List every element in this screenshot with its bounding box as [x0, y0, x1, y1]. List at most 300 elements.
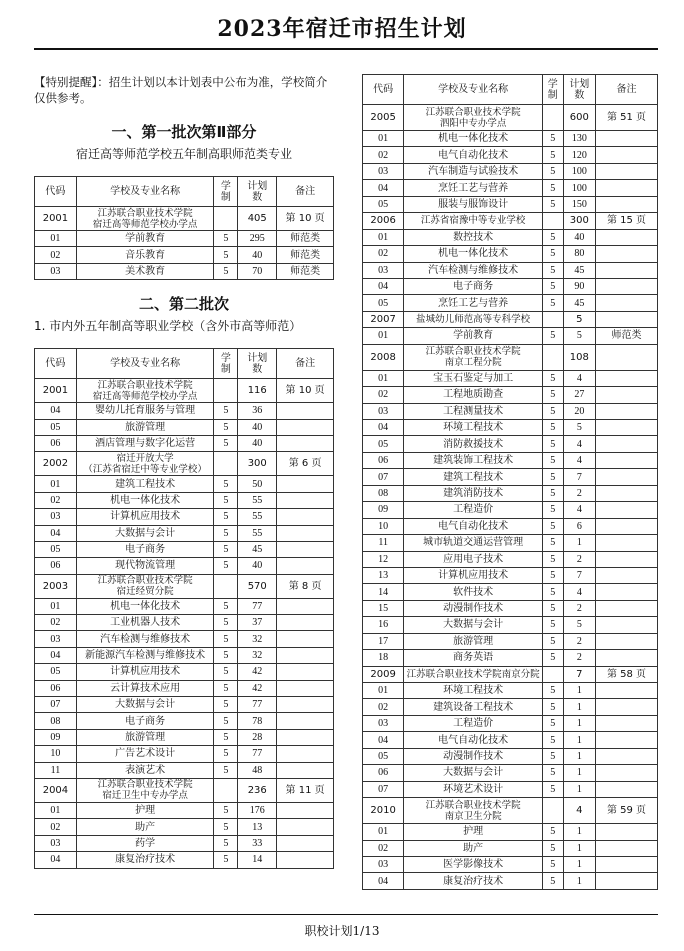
cell-years — [542, 798, 563, 824]
cell-code: 07 — [35, 697, 77, 713]
cell-plan: 40 — [238, 558, 277, 574]
cell-name: 汽车检测与维修技术 — [76, 631, 214, 647]
cell-plan: 40 — [238, 435, 277, 451]
cell-code: 2001 — [35, 207, 77, 231]
cell-name: 江苏联合职业技术学院 宿迁高等师范学校办学点 — [76, 207, 214, 231]
major-row — [35, 509, 334, 525]
cell-years: 5 — [542, 485, 563, 501]
cell-code: 01 — [363, 131, 404, 147]
cell-plan: 55 — [238, 492, 277, 508]
cell-plan: 2 — [563, 485, 595, 501]
cell-code: 02 — [35, 492, 77, 508]
major-row — [35, 852, 334, 868]
cell-code: 03 — [363, 262, 404, 278]
cell-plan: 6 — [563, 518, 595, 534]
cell-plan: 42 — [238, 664, 277, 680]
major-row — [35, 476, 334, 492]
cell-plan: 108 — [563, 344, 595, 370]
cell-plan: 33 — [238, 835, 277, 851]
school-row — [35, 207, 334, 231]
cell-name: 江苏联合职业技术学院南京分院 — [404, 666, 543, 682]
cell-plan: 116 — [238, 379, 277, 403]
cell-plan: 405 — [238, 207, 277, 231]
cell-name: 环境工程技术 — [404, 683, 543, 699]
cell-years: 5 — [542, 403, 563, 419]
cell-code: 10 — [363, 518, 404, 534]
cell-plan: 1 — [563, 856, 595, 872]
major-row — [35, 247, 334, 263]
school-row — [363, 798, 658, 824]
cell-name: 学前教育 — [404, 328, 543, 344]
cell-plan: 42 — [238, 680, 277, 696]
plan-table-1 — [34, 176, 334, 280]
cell-name: 江苏联合职业技术学院 宿迁卫生中专办学点 — [76, 778, 214, 802]
cell-remark — [596, 551, 658, 567]
cell-name: 大数据与会计 — [404, 765, 543, 781]
cell-name: 电子商务 — [76, 713, 214, 729]
plan-table-2 — [34, 348, 334, 868]
cell-code: 05 — [363, 295, 404, 311]
cell-code: 02 — [363, 387, 404, 403]
cell-code: 2003 — [35, 574, 77, 598]
major-row — [363, 229, 658, 245]
cell-name: 江苏联合职业技术学院 南京卫生分院 — [404, 798, 543, 824]
cell-code: 03 — [363, 715, 404, 731]
cell-remark — [277, 697, 334, 713]
cell-remark — [277, 476, 334, 492]
cell-remark — [596, 873, 658, 889]
cell-plan: 130 — [563, 131, 595, 147]
cell-name: 新能源汽车检测与维修技术 — [76, 647, 214, 663]
cell-name: 大数据与会计 — [76, 697, 214, 713]
cell-name: 旅游管理 — [404, 633, 543, 649]
cell-plan: 176 — [238, 802, 277, 818]
cell-remark — [277, 525, 334, 541]
page-footer: 职校计划1/13 — [304, 924, 380, 938]
cell-years — [542, 344, 563, 370]
cell-plan: 4 — [563, 370, 595, 386]
cell-plan: 7 — [563, 469, 595, 485]
cell-remark — [596, 180, 658, 196]
cell-plan: 150 — [563, 196, 595, 212]
cell-name: 电气自动化技术 — [404, 147, 543, 163]
cell-name: 城市轨道交通运营管理 — [404, 535, 543, 551]
cell-name: 云计算技术应用 — [76, 680, 214, 696]
cell-plan: 37 — [238, 615, 277, 631]
cell-plan: 77 — [238, 598, 277, 614]
cell-name: 电气自动化技术 — [404, 518, 543, 534]
header-remark: 备注 — [277, 349, 334, 379]
cell-years — [214, 574, 238, 598]
cell-remark — [596, 278, 658, 294]
cell-code: 04 — [35, 647, 77, 663]
cell-years — [214, 452, 238, 476]
header-plan: 计划 数 — [563, 75, 595, 105]
major-row — [35, 558, 334, 574]
cell-remark — [596, 840, 658, 856]
header-plan: 计划 数 — [238, 177, 277, 207]
cell-code: 2009 — [363, 666, 404, 682]
cell-plan: 48 — [238, 762, 277, 778]
cell-name: 机电一体化技术 — [76, 598, 214, 614]
major-row — [35, 541, 334, 557]
cell-years: 5 — [542, 781, 563, 797]
cell-code: 01 — [363, 328, 404, 344]
major-row — [35, 729, 334, 745]
cell-code: 05 — [363, 748, 404, 764]
cell-remark: 师范类 — [277, 247, 334, 263]
cell-name: 护理 — [76, 802, 214, 818]
cell-years: 5 — [214, 247, 238, 263]
major-row — [35, 598, 334, 614]
cell-plan: 50 — [238, 476, 277, 492]
cell-plan: 1 — [563, 748, 595, 764]
cell-years: 5 — [542, 856, 563, 872]
major-row — [35, 435, 334, 451]
cell-years: 5 — [214, 729, 238, 745]
cell-years: 5 — [542, 328, 563, 344]
cell-years: 5 — [214, 647, 238, 663]
cell-code: 02 — [35, 247, 77, 263]
cell-code: 06 — [35, 558, 77, 574]
cell-years — [542, 666, 563, 682]
cell-name: 旅游管理 — [76, 419, 214, 435]
cell-remark — [596, 518, 658, 534]
cell-name: 机电一体化技术 — [76, 492, 214, 508]
cell-remark: 第 58 页 — [596, 666, 658, 682]
page-title: 2023年宿迁市招生计划 — [217, 16, 467, 42]
cell-name: 江苏联合职业技术学院 南京工程分院 — [404, 344, 543, 370]
cell-remark — [596, 485, 658, 501]
cell-plan: 1 — [563, 535, 595, 551]
cell-code: 10 — [35, 746, 77, 762]
cell-code: 02 — [363, 147, 404, 163]
cell-name: 表演艺术 — [76, 762, 214, 778]
cell-name: 广告艺术设计 — [76, 746, 214, 762]
cell-code: 06 — [35, 435, 77, 451]
cell-remark — [277, 762, 334, 778]
cell-code: 09 — [363, 502, 404, 518]
cell-remark — [277, 541, 334, 557]
cell-years: 5 — [542, 518, 563, 534]
cell-remark — [596, 344, 658, 370]
cell-remark: 师范类 — [596, 328, 658, 344]
cell-remark: 第 8 页 — [277, 574, 334, 598]
cell-years: 5 — [542, 387, 563, 403]
cell-years — [542, 105, 563, 131]
cell-code: 04 — [363, 278, 404, 294]
cell-years: 5 — [214, 403, 238, 419]
cell-remark — [596, 196, 658, 212]
major-row — [363, 873, 658, 889]
cell-name: 学前教育 — [76, 231, 214, 247]
major-row — [35, 713, 334, 729]
header-years: 学 制 — [542, 75, 563, 105]
major-row — [363, 370, 658, 386]
cell-code: 08 — [363, 485, 404, 501]
cell-remark: 第 51 页 — [596, 105, 658, 131]
cell-code: 03 — [363, 163, 404, 179]
cell-years: 5 — [214, 631, 238, 647]
cell-remark: 第 59 页 — [596, 798, 658, 824]
major-row — [363, 518, 658, 534]
cell-years: 5 — [214, 476, 238, 492]
cell-plan: 77 — [238, 697, 277, 713]
cell-code: 13 — [363, 567, 404, 583]
cell-code: 05 — [363, 196, 404, 212]
cell-remark — [596, 567, 658, 583]
cell-remark — [277, 680, 334, 696]
cell-name: 康复治疗技术 — [76, 852, 214, 868]
cell-remark — [277, 598, 334, 614]
right-column — [362, 74, 658, 890]
major-row — [363, 403, 658, 419]
school-row — [35, 452, 334, 476]
cell-name: 计算机应用技术 — [76, 664, 214, 680]
cell-name: 大数据与会计 — [404, 617, 543, 633]
cell-remark — [277, 664, 334, 680]
cell-code: 06 — [35, 680, 77, 696]
major-row — [35, 802, 334, 818]
cell-plan: 2 — [563, 600, 595, 616]
cell-code: 14 — [363, 584, 404, 600]
cell-remark — [277, 835, 334, 851]
header-plan: 计划 数 — [238, 349, 277, 379]
header-code: 代码 — [35, 349, 77, 379]
cell-name: 护理 — [404, 824, 543, 840]
major-row — [363, 715, 658, 731]
cell-remark: 师范类 — [277, 263, 334, 279]
cell-code: 03 — [363, 403, 404, 419]
cell-name: 机电一体化技术 — [404, 131, 543, 147]
header-code: 代码 — [35, 177, 77, 207]
cell-code: 18 — [363, 650, 404, 666]
header-remark: 备注 — [277, 177, 334, 207]
cell-remark — [277, 802, 334, 818]
cell-years: 5 — [542, 765, 563, 781]
cell-plan: 4 — [563, 452, 595, 468]
cell-years — [214, 778, 238, 802]
cell-plan: 32 — [238, 631, 277, 647]
cell-years: 5 — [214, 525, 238, 541]
cell-code: 17 — [363, 633, 404, 649]
cell-plan: 1 — [563, 873, 595, 889]
left-column — [34, 74, 334, 869]
cell-remark — [596, 262, 658, 278]
title-rule — [34, 48, 658, 50]
cell-name: 旅游管理 — [76, 729, 214, 745]
header-name: 学校及专业名称 — [76, 349, 214, 379]
cell-name: 大数据与会计 — [76, 525, 214, 541]
cell-code: 09 — [35, 729, 77, 745]
cell-remark — [277, 403, 334, 419]
cell-name: 建筑消防技术 — [404, 485, 543, 501]
cell-remark — [596, 633, 658, 649]
cell-code: 2008 — [363, 344, 404, 370]
cell-remark: 第 6 页 — [277, 452, 334, 476]
major-row — [363, 246, 658, 262]
footer-rule — [34, 914, 658, 915]
cell-code: 01 — [363, 370, 404, 386]
major-row — [363, 781, 658, 797]
major-row — [363, 617, 658, 633]
major-row — [363, 748, 658, 764]
cell-code: 01 — [35, 476, 77, 492]
major-row — [363, 502, 658, 518]
cell-code: 02 — [363, 246, 404, 262]
cell-name: 婴幼儿托育服务与管理 — [76, 403, 214, 419]
major-row — [35, 631, 334, 647]
cell-years: 5 — [214, 558, 238, 574]
cell-code: 01 — [363, 229, 404, 245]
cell-plan: 1 — [563, 732, 595, 748]
cell-years: 5 — [542, 131, 563, 147]
cell-years: 5 — [542, 370, 563, 386]
cell-remark — [596, 387, 658, 403]
cell-remark: 第 15 页 — [596, 213, 658, 229]
cell-plan: 1 — [563, 781, 595, 797]
cell-remark — [596, 715, 658, 731]
cell-code: 2006 — [363, 213, 404, 229]
cell-remark — [596, 403, 658, 419]
cell-code: 07 — [363, 469, 404, 485]
cell-plan: 36 — [238, 403, 277, 419]
cell-remark — [277, 631, 334, 647]
cell-plan: 32 — [238, 647, 277, 663]
cell-plan: 70 — [238, 263, 277, 279]
cell-name: 酒店管理与数字化运营 — [76, 435, 214, 451]
cell-years: 5 — [542, 262, 563, 278]
cell-name: 助产 — [404, 840, 543, 856]
cell-years: 5 — [542, 840, 563, 856]
cell-code: 2010 — [363, 798, 404, 824]
cell-remark — [596, 748, 658, 764]
cell-years: 5 — [542, 600, 563, 616]
cell-name: 助产 — [76, 819, 214, 835]
cell-years: 5 — [542, 436, 563, 452]
cell-name: 消防救援技术 — [404, 436, 543, 452]
cell-years: 5 — [542, 732, 563, 748]
cell-name: 动漫制作技术 — [404, 748, 543, 764]
cell-code: 12 — [363, 551, 404, 567]
cell-code: 07 — [363, 781, 404, 797]
cell-code: 2001 — [35, 379, 77, 403]
cell-remark — [596, 824, 658, 840]
header-name: 学校及专业名称 — [76, 177, 214, 207]
cell-years: 5 — [542, 650, 563, 666]
cell-code: 08 — [35, 713, 77, 729]
cell-plan: 300 — [238, 452, 277, 476]
cell-name: 宿迁开放大学 （江苏省宿迁中等专业学校） — [76, 452, 214, 476]
major-row — [363, 278, 658, 294]
cell-name: 建筑装饰工程技术 — [404, 452, 543, 468]
major-row — [35, 647, 334, 663]
cell-years: 5 — [214, 541, 238, 557]
cell-plan: 100 — [563, 163, 595, 179]
cell-years: 5 — [542, 699, 563, 715]
cell-plan: 20 — [563, 403, 595, 419]
school-row — [363, 344, 658, 370]
cell-years: 5 — [542, 452, 563, 468]
cell-code: 05 — [363, 436, 404, 452]
school-row — [363, 105, 658, 131]
cell-code: 16 — [363, 617, 404, 633]
major-row — [35, 492, 334, 508]
cell-years: 5 — [542, 683, 563, 699]
cell-plan: 570 — [238, 574, 277, 598]
cell-name: 计算机应用技术 — [76, 509, 214, 525]
header-years: 学 制 — [214, 177, 238, 207]
cell-plan: 1 — [563, 699, 595, 715]
cell-name: 动漫制作技术 — [404, 600, 543, 616]
major-row — [35, 615, 334, 631]
school-row — [363, 213, 658, 229]
cell-years: 5 — [542, 715, 563, 731]
cell-code: 01 — [35, 598, 77, 614]
cell-remark — [596, 617, 658, 633]
cell-years: 5 — [214, 664, 238, 680]
cell-remark — [277, 492, 334, 508]
cell-years: 5 — [214, 231, 238, 247]
cell-years: 5 — [542, 567, 563, 583]
major-row — [35, 419, 334, 435]
header-code: 代码 — [363, 75, 404, 105]
cell-years: 5 — [214, 819, 238, 835]
major-row — [35, 680, 334, 696]
cell-years: 5 — [542, 502, 563, 518]
header-years: 学 制 — [214, 349, 238, 379]
cell-code: 04 — [363, 420, 404, 436]
cell-years: 5 — [214, 263, 238, 279]
major-row — [363, 567, 658, 583]
major-row — [363, 683, 658, 699]
cell-remark — [596, 650, 658, 666]
cell-name: 江苏联合职业技术学院 泗阳中专办学点 — [404, 105, 543, 131]
cell-remark — [596, 229, 658, 245]
cell-remark — [596, 732, 658, 748]
cell-remark — [596, 311, 658, 327]
cell-remark — [596, 163, 658, 179]
cell-years: 5 — [542, 229, 563, 245]
cell-plan: 13 — [238, 819, 277, 835]
cell-remark — [277, 615, 334, 631]
cell-plan: 45 — [563, 262, 595, 278]
cell-name: 药学 — [76, 835, 214, 851]
cell-plan: 2 — [563, 650, 595, 666]
cell-remark — [596, 535, 658, 551]
cell-years — [214, 379, 238, 403]
section2-heading: 二、第二批次 — [138, 295, 229, 314]
cell-years: 5 — [542, 633, 563, 649]
major-row — [363, 420, 658, 436]
cell-years: 5 — [542, 147, 563, 163]
cell-years: 5 — [214, 509, 238, 525]
cell-name: 电气自动化技术 — [404, 732, 543, 748]
major-row — [363, 328, 658, 344]
cell-remark — [596, 781, 658, 797]
school-row — [35, 574, 334, 598]
cell-plan: 14 — [238, 852, 277, 868]
cell-name: 康复治疗技术 — [404, 873, 543, 889]
cell-name: 工程造价 — [404, 502, 543, 518]
cell-name: 环境艺术设计 — [404, 781, 543, 797]
cell-remark — [277, 509, 334, 525]
cell-years — [214, 207, 238, 231]
school-row — [363, 666, 658, 682]
cell-years: 5 — [214, 762, 238, 778]
cell-code: 04 — [35, 525, 77, 541]
cell-plan: 40 — [238, 247, 277, 263]
